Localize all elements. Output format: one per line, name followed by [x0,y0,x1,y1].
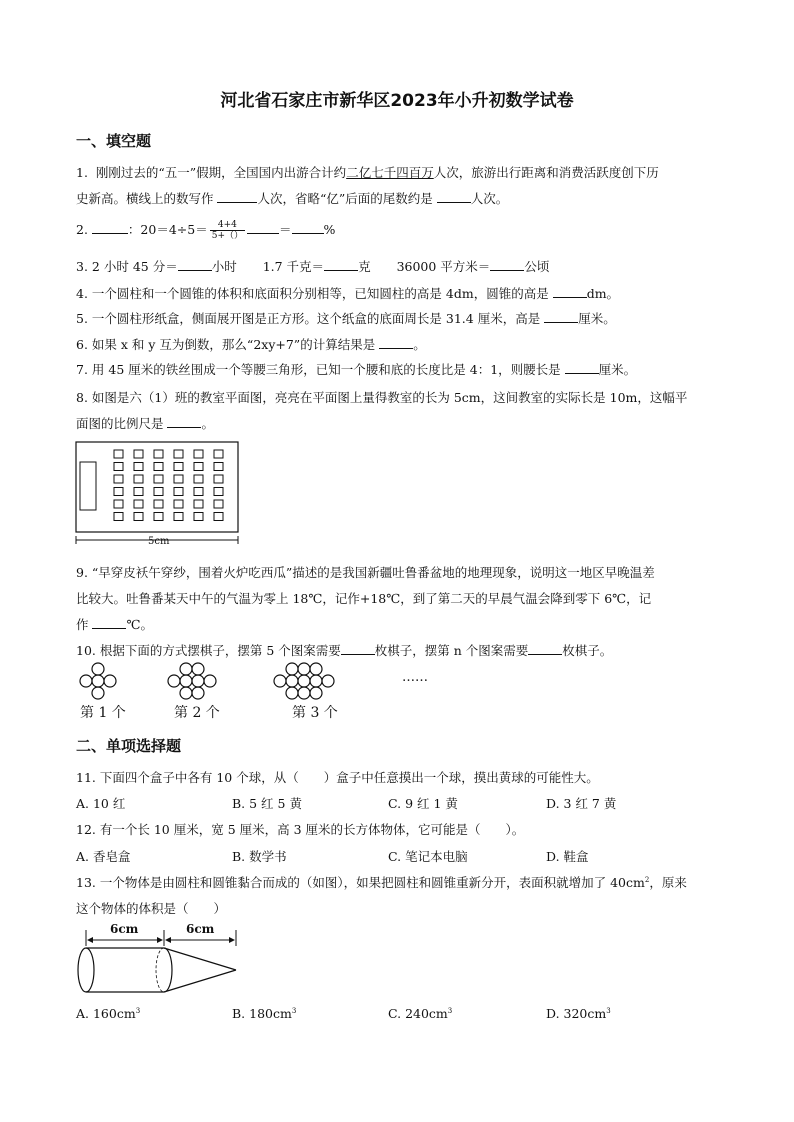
desk [194,463,203,471]
desk [174,488,183,496]
question-2: 2. ：20＝4÷5＝ $\frac{4+4}{5+()}$ ＝ % [76,220,336,241]
cone-lower [164,970,236,992]
answer-blank[interactable] [92,222,128,234]
question-8: 8. 如图是六（1）班的教室平面图，亮亮在平面图上量得教室的长为 5cm，这间教室的实际长是 10m，这幅平 [76,390,688,405]
answer-blank[interactable] [341,643,375,655]
desk [114,500,123,508]
question-13: 13. 一个物体是由圆柱和圆锥黏合而成的（如图），如果把圆柱和圆锥重新分开，表面积就增加了 $40cm^2$，原来 [76,875,687,890]
question-4: 4. 一个圆柱和一个圆锥的体积和底面积分别相等，已知圆柱的高是 4dm，圆锥的高是 dm。 [76,286,620,301]
cylinder-left-face [78,948,94,992]
pattern-3 [274,663,334,699]
desk [174,450,183,458]
chess-pattern-figure [76,662,456,702]
dimension-label-1: 6cm [110,922,139,936]
pattern-2 [168,663,216,699]
question-10: 10. 根据下面的方式摆棋子，摆第 5 个图案需要 枚棋子，摆第 n 个图案需要 枚棋子。 [76,643,613,658]
desk-grid [114,450,223,521]
answer-blank[interactable] [92,617,126,629]
desk [154,463,163,471]
question-9-line2: 比较大。吐鲁番某天中午的气温为零上 18℃，记作+18℃，到了第二天的早晨气温会降到零下 6℃，记 [76,591,652,606]
pattern-1 [80,663,116,699]
option-c[interactable]: C. 9 红 1 黄 [388,796,458,811]
podium [80,462,96,510]
question-1: 1. 刚刚过去的“五一”假期，全国国内出游合计约二亿七千四百万人次，旅游出行距离和消费活跃度创下历 [76,165,659,180]
answer-blank[interactable] [217,191,257,203]
desk [114,463,123,471]
desk [134,475,143,483]
pattern-label-3: 第 3 个 [292,705,338,721]
desk [154,488,163,496]
desk [134,513,143,521]
desk [174,475,183,483]
option-d[interactable]: D. 鞋盒 [546,849,589,864]
desk [114,513,123,521]
joint-face [164,948,172,992]
question-7: 7. 用 45 厘米的铁丝围成一个等腰三角形，已知一个腰和底的长度比是 4：1，则腰长是 厘米。 [76,362,637,377]
underlined-number: 二亿七千四百万 [346,165,434,180]
desk [194,513,203,521]
question-6: 6. 如果 x 和 y 互为倒数，那么“2xy+7”的计算结果是 。 [76,337,426,352]
pattern-label-1: 第 1 个 [80,705,126,721]
pattern-label-2: 第 2 个 [174,705,220,721]
desk [114,450,123,458]
answer-blank[interactable] [178,259,212,271]
fraction: $\frac{4+4}{5+()}$ [211,220,243,241]
answer-blank[interactable] [292,222,324,234]
answer-blank[interactable] [379,337,413,349]
answer-blank[interactable] [324,259,358,271]
desk [214,513,223,521]
desk [194,450,203,458]
section-single-choice: 二、单项选择题 [76,737,182,755]
option-b[interactable]: B. 5 红 5 黄 [232,796,302,811]
desk [134,450,143,458]
option-b[interactable]: B. $180cm^3$ [232,1006,297,1021]
question-1-line2: 史新高。横线上的数写作 人次，省略“亿”后面的尾数约是 人次。 [76,191,509,206]
cylinder-cone-figure [72,922,242,1002]
dimension-label-2: 6cm [186,922,215,936]
question-8-line2: 面图的比例尺是 。 [76,416,214,431]
answer-blank[interactable] [528,643,562,655]
desk [194,488,203,496]
desk [114,475,123,483]
question-13-line2: 这个物体的体积是（ ） [76,901,227,916]
option-a[interactable]: A. 10 红 [76,796,126,811]
desk [154,513,163,521]
desk [194,500,203,508]
desk [214,500,223,508]
question-5: 5. 一个圆柱形纸盒，侧面展开图是正方形。这个纸盒的底面周长是 31.4 厘米，高是 厘米。 [76,311,616,326]
desk [214,475,223,483]
option-a[interactable]: A. $160cm^3$ [76,1006,141,1021]
desk [134,500,143,508]
desk [194,475,203,483]
desk [154,475,163,483]
desk [214,488,223,496]
desk [174,513,183,521]
pattern-ellipsis: …… [402,670,428,685]
desk [174,463,183,471]
section-fill-in: 一、填空题 [76,132,152,150]
answer-blank[interactable] [167,416,201,428]
question-9: 9. “早穿皮袄午穿纱，围着火炉吃西瓜”描述的是我国新疆吐鲁番盆地的地理现象，说明这一地区早晚温差 [76,565,655,580]
page-title: 河北省石家庄市新华区2023年小升初数学试卷 [220,91,574,111]
desk [154,500,163,508]
option-c[interactable]: C. 笔记本电脑 [388,849,468,864]
question-3: 3. 2 小时 45 分＝ 小时 1.7 千克＝ 克 36000 平方米＝ 公顷 [76,259,550,274]
desk [174,500,183,508]
question-9-line3: 作 ℃。 [76,617,153,632]
question-12: 12. 有一个长 10 厘米，宽 5 厘米，高 3 厘米的长方体物体，它可能是（ ）。 [76,822,525,837]
answer-blank[interactable] [565,362,599,374]
scale-label: 5cm [148,536,170,547]
option-d[interactable]: D. $320cm^3$ [546,1006,611,1021]
option-b[interactable]: B. 数学书 [232,849,287,864]
desk [134,488,143,496]
desk [134,463,143,471]
answer-blank[interactable] [247,222,279,234]
question-11: 11. 下面四个盒子中各有 10 个球，从（ ）盒子中任意摸出一个球，摸出黄球的可能性大。 [76,770,599,785]
cone-upper [164,948,236,970]
answer-blank[interactable] [553,286,587,298]
desk [214,463,223,471]
answer-blank[interactable] [544,311,578,323]
desk [154,450,163,458]
answer-blank[interactable] [437,191,471,203]
option-c[interactable]: C. $240cm^3$ [388,1006,453,1021]
answer-blank[interactable] [490,259,524,271]
desk [214,450,223,458]
desk [114,488,123,496]
option-d[interactable]: D. 3 红 7 黄 [546,796,617,811]
classroom-plan-figure [74,440,242,550]
option-a[interactable]: A. 香皂盒 [76,849,131,864]
